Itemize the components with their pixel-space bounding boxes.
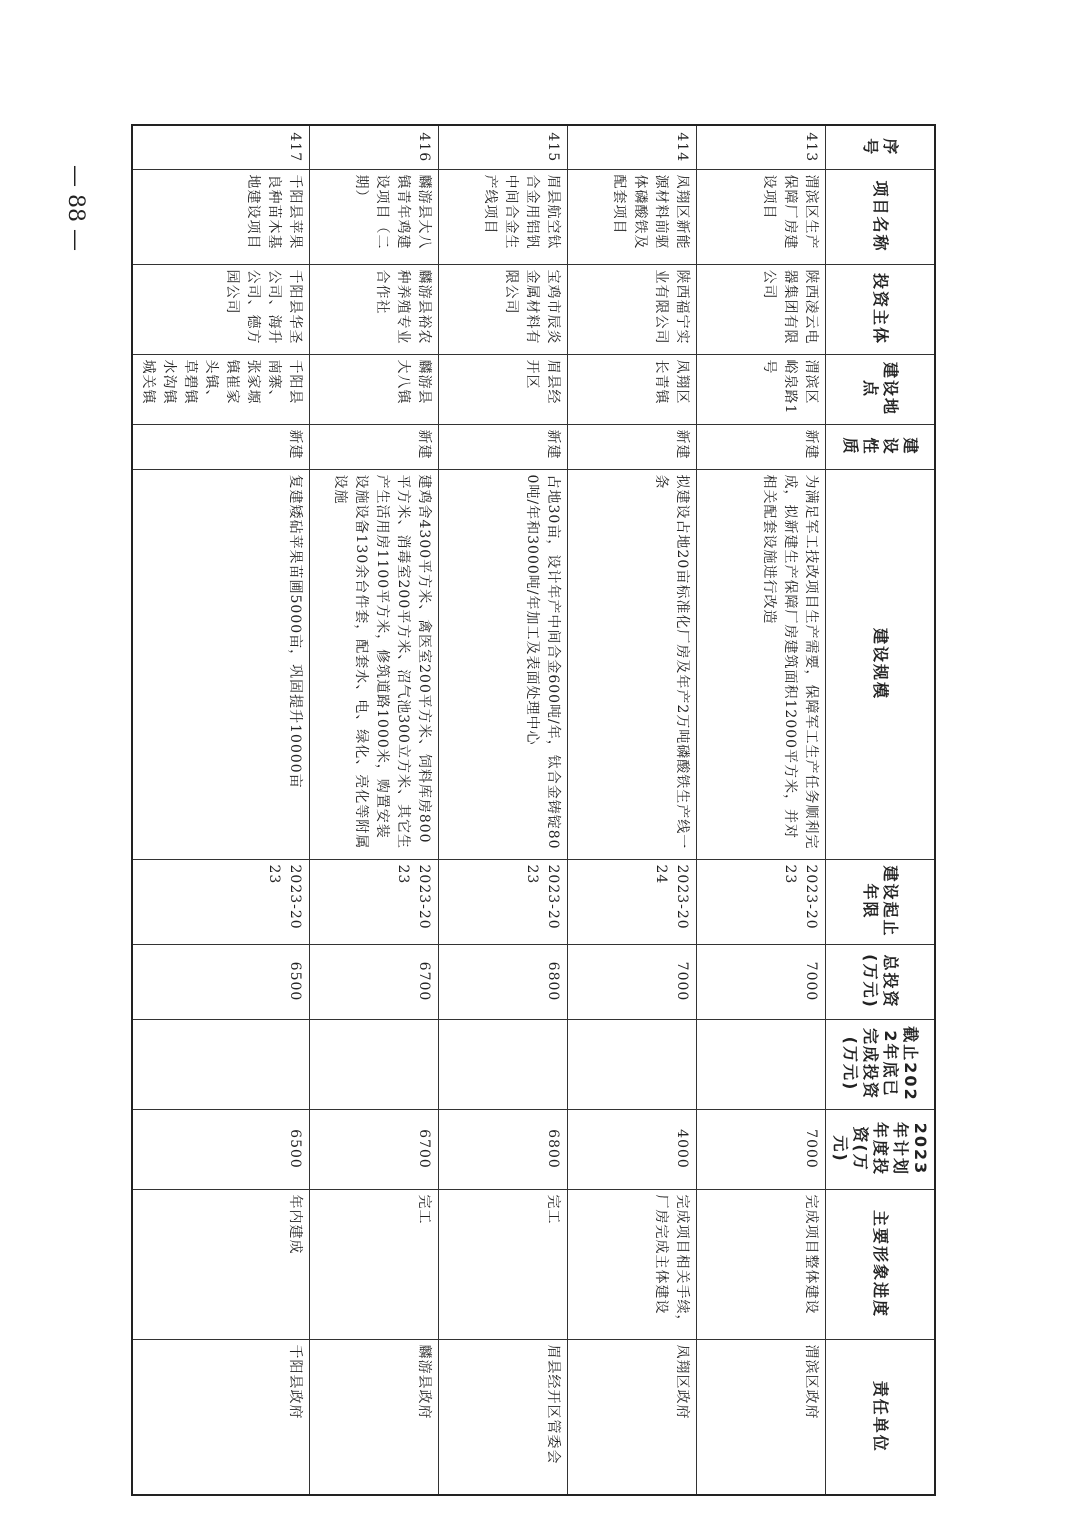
cell-location: 麟游县大八镇 — [310, 354, 439, 424]
cell-progress: 完工 — [310, 1189, 439, 1339]
header-cell: 序号 — [826, 125, 936, 169]
cell-location: 凤翔区长青镇 — [568, 354, 697, 424]
project-table-rotated — [135, 124, 936, 1465]
cell-period: 2023-2024 — [568, 859, 697, 944]
cell-name: 凤翔区新能源材料前驱体磷酸铁及配套项目 — [568, 169, 697, 264]
cell-period: 2023-2023 — [697, 859, 826, 944]
cell-progress: 完成项目相关手续，厂房完成主体建设 — [568, 1189, 697, 1339]
page-number: — 88 — — [63, 165, 88, 251]
cell-progress: 完成项目整体建设 — [697, 1189, 826, 1339]
table-row — [439, 125, 568, 1495]
cell-done — [568, 1019, 697, 1109]
cell-progress: 完工 — [439, 1189, 568, 1339]
cell-nature: 新建 — [697, 424, 826, 469]
header-cell: 建设起止年限 — [826, 859, 936, 944]
cell-id: 417 — [132, 125, 310, 169]
cell-plan: 6700 — [310, 1109, 439, 1189]
cell-scale: 复建矮砧苹果苗圃5000亩，巩固提升10000亩 — [132, 469, 310, 859]
cell-plan: 6500 — [132, 1109, 310, 1189]
cell-plan: 4000 — [568, 1109, 697, 1189]
header-cell: 项目名称 — [826, 169, 936, 264]
header-cell: 责任单位 — [826, 1339, 936, 1495]
cell-id: 413 — [697, 125, 826, 169]
cell-nature: 新建 — [132, 424, 310, 469]
header-cell: 建设规模 — [826, 469, 936, 859]
header-row — [826, 125, 936, 1495]
cell-location: 渭滨区峪泉路1号 — [697, 354, 826, 424]
header-cell: 总投资(万元) — [826, 944, 936, 1019]
cell-investor: 陕西福宁实业有限公司 — [568, 264, 697, 354]
cell-progress: 年内建成 — [132, 1189, 310, 1339]
cell-id: 414 — [568, 125, 697, 169]
cell-id: 415 — [439, 125, 568, 169]
cell-unit: 千阳县政府 — [132, 1339, 310, 1495]
table-row — [697, 125, 826, 1495]
cell-period: 2023-2023 — [439, 859, 568, 944]
table-row — [568, 125, 697, 1495]
cell-nature: 新建 — [568, 424, 697, 469]
cell-unit: 渭滨区政府 — [697, 1339, 826, 1495]
cell-scale: 拟建设占地20亩标准化厂房及年产2万吨磷酸铁生产线一条 — [568, 469, 697, 859]
cell-investor: 陕西凌云电器集团有限公司 — [697, 264, 826, 354]
cell-done — [310, 1019, 439, 1109]
cell-location: 千阳县南寨、张家塬镇崔家头镇、草碧镇水沟镇城关镇 — [132, 354, 310, 424]
header-cell: 建设地点 — [826, 354, 936, 424]
cell-unit: 眉县经开区管委会 — [439, 1339, 568, 1495]
cell-done — [132, 1019, 310, 1109]
table-row — [132, 125, 310, 1495]
header-cell: 2023年计划年度投资(万元) — [826, 1109, 936, 1189]
cell-period: 2023-2023 — [132, 859, 310, 944]
cell-scale: 为满足军工技改项目生产需要，保障军工生产任务顺利完成，拟新建生产保障厂房建筑面积12000平方米，并对相关配套设施进行改造 — [697, 469, 826, 859]
cell-investor: 宝鸡市辰炎金属材料有限公司 — [439, 264, 568, 354]
cell-unit: 凤翔区政府 — [568, 1339, 697, 1495]
cell-name: 眉县航空钛合金用铝钒中间合金生产线项目 — [439, 169, 568, 264]
header-cell: 主要形象进度 — [826, 1189, 936, 1339]
cell-id: 416 — [310, 125, 439, 169]
cell-location: 眉县经开区 — [439, 354, 568, 424]
cell-done — [439, 1019, 568, 1109]
cell-name: 渭滨区生产保障厂房建设项目 — [697, 169, 826, 264]
cell-total: 7000 — [568, 944, 697, 1019]
cell-total: 6500 — [132, 944, 310, 1019]
cell-nature: 新建 — [439, 424, 568, 469]
cell-done — [697, 1019, 826, 1109]
cell-name: 麟游县大八镇青年鸡建设项目（二期） — [310, 169, 439, 264]
cell-scale: 建鸡舍4300平方米、禽医室200平方米、饲料库房800平方米、消毒室200平方米、沼气池300立方米、其它生产生活用房1100平方米，修筑道路1000米，购置安装设施设备130余台件套，配套水、电、绿化、亮化等附属设施 — [310, 469, 439, 859]
cell-nature: 新建 — [310, 424, 439, 469]
header-cell: 截止2022年底已完成投资(万元) — [826, 1019, 936, 1109]
table-row — [310, 125, 439, 1495]
header-cell: 投资主体 — [826, 264, 936, 354]
project-table — [131, 124, 936, 1496]
header-cell: 建设性质 — [826, 424, 936, 469]
cell-scale: 占地30亩，设计年产中间合金600吨/年，钛合金铸锭800吨/年和3000吨/年加工及表面处理中心 — [439, 469, 568, 859]
cell-total: 7000 — [697, 944, 826, 1019]
cell-plan: 7000 — [697, 1109, 826, 1189]
cell-total: 6700 — [310, 944, 439, 1019]
cell-investor: 麟游县裕农种养殖专业合作社 — [310, 264, 439, 354]
cell-plan: 6800 — [439, 1109, 568, 1189]
cell-total: 6800 — [439, 944, 568, 1019]
cell-unit: 麟游县政府 — [310, 1339, 439, 1495]
cell-name: 千阳县苹果良种苗木基地建设项目 — [132, 169, 310, 264]
cell-period: 2023-2023 — [310, 859, 439, 944]
cell-investor: 千阳县华圣公司、海升公司、德方园公司 — [132, 264, 310, 354]
